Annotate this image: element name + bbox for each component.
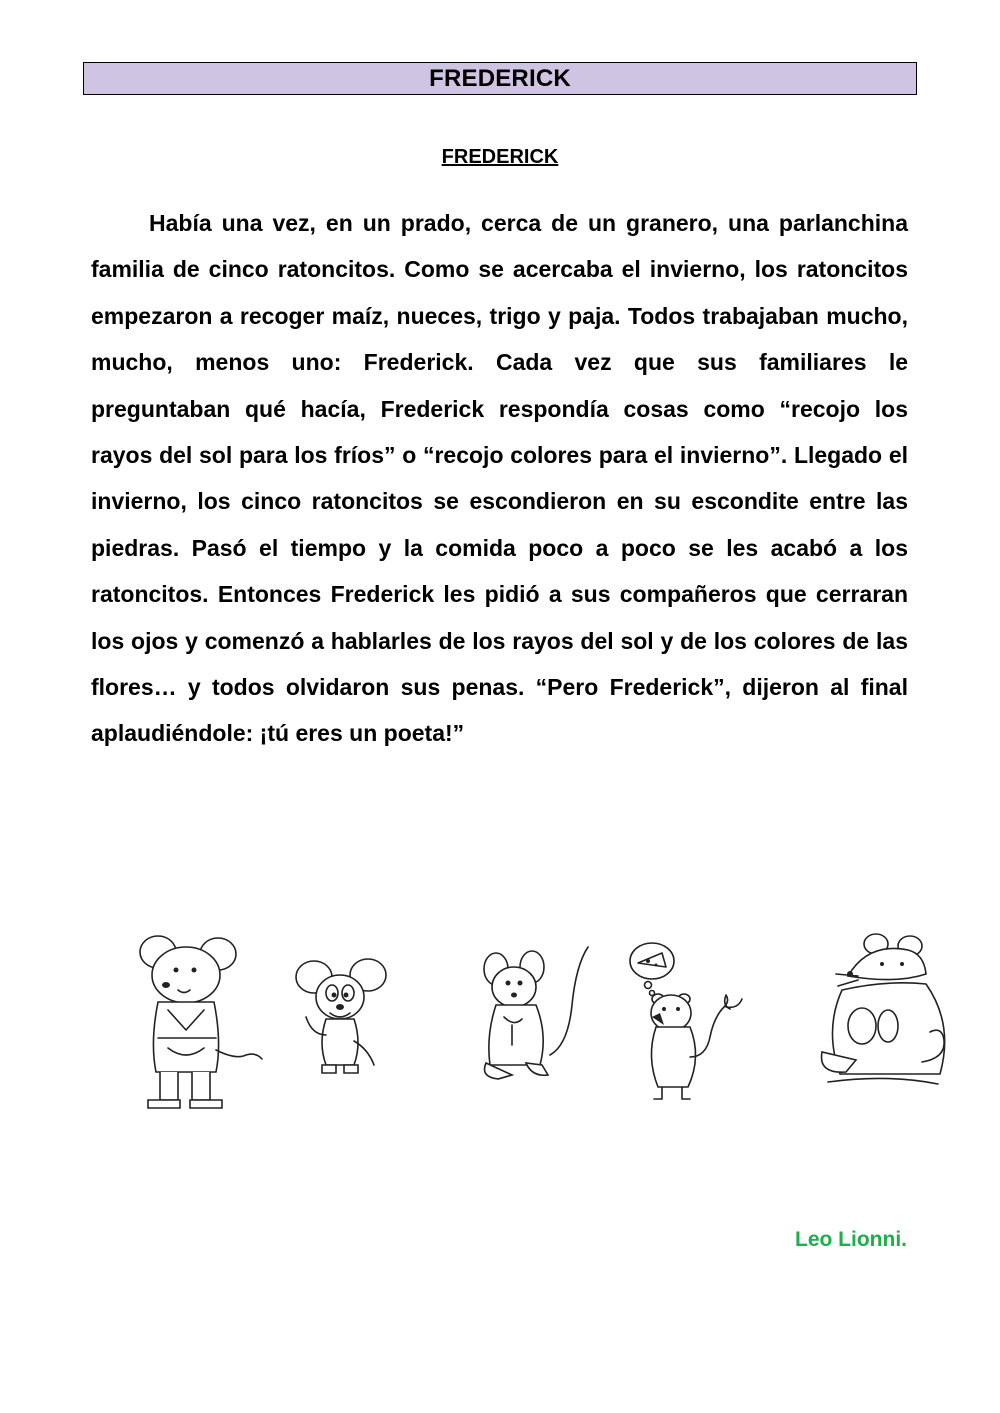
sitting-mouse-illustration [478,945,596,1090]
header-title: FREDERICK [429,64,571,92]
eating-mouse-illustration [818,930,958,1090]
cartoon-mouse-illustration [292,955,392,1080]
author-name: Leo Lionni. [795,1228,907,1251]
dreaming-mouse-illustration [626,937,760,1107]
story-text: Había una vez, en un prado, cerca de un granero, una parlanchina familia de cinco ratoncitos. Como se acercaba el invierno, los ratoncitos empezaron a recoger maíz, nueces, trigo y paja. Todos trabajaban mucho, mucho, menos uno: Frederick. Cada vez que sus familiares le preguntaban qué hacía, Frederick respondía cosas como “recojo los rayos del sol para los fríos” o “recojo colores para el invierno”. Llegado el invierno, los cinco ratoncitos se escondieron en su escondite entre las piedras. Pasó el tiempo y la comida poco a poco se les acabó a los ratoncitos. Entonces Frederick les pidió a sus compañeros que cerraran los ojos y comenzó a hablarles de los rayos del sol y de los colores de las flores… y todos olvidaron sus penas. “Pero Frederick”, dijeron al final aplaudiéndole: ¡tú eres un poeta!” [91,210,908,747]
standing-mouse-illustration [128,930,268,1115]
header-title-bar [83,62,917,95]
story-title: FREDERICK [441,146,559,168]
